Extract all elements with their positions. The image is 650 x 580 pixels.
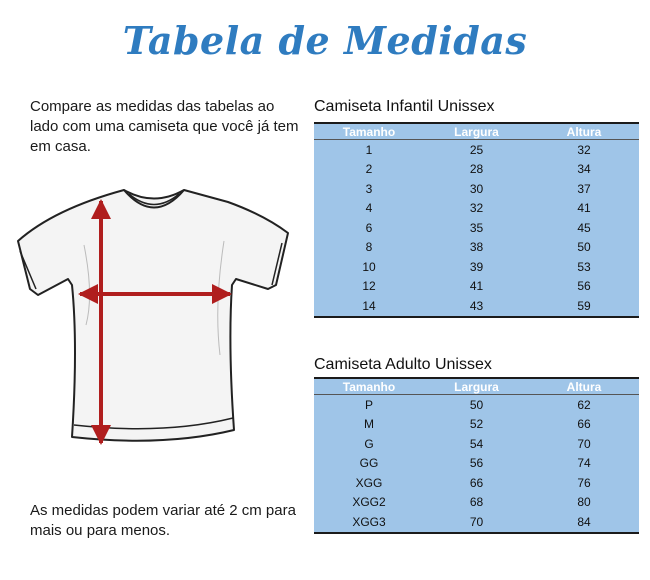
size-cell: 1 [314,140,424,160]
height-cell: 32 [529,140,639,160]
height-cell: 70 [529,434,639,454]
width-cell: 56 [424,454,529,474]
width-cell: 54 [424,434,529,454]
width-cell: 39 [424,257,529,277]
width-cell: 38 [424,238,529,258]
tshirt-illustration [14,185,294,450]
height-cell: 84 [529,512,639,533]
height-cell: 41 [529,199,639,219]
table-header-row [314,378,639,395]
height-cell: 76 [529,473,639,493]
table-row [314,160,639,180]
width-cell: 32 [424,199,529,219]
size-cell: G [314,434,424,454]
table-row [314,395,639,415]
table-row [314,199,639,219]
width-cell: 43 [424,296,529,317]
height-cell: 56 [529,277,639,297]
table-row [314,434,639,454]
table-row [314,454,639,474]
height-cell: 74 [529,454,639,474]
table-row [314,512,639,533]
column-header-size: Tamanho [314,378,424,395]
height-cell: 50 [529,238,639,258]
adult-size-table [314,377,639,534]
width-cell: 25 [424,140,529,160]
size-cell: 2 [314,160,424,180]
height-cell: 53 [529,257,639,277]
width-cell: 52 [424,415,529,435]
size-cell: XGG3 [314,512,424,533]
table-row [314,140,639,160]
width-cell: 41 [424,277,529,297]
size-cell: M [314,415,424,435]
size-cell: P [314,395,424,415]
size-cell: 3 [314,179,424,199]
table-row [314,179,639,199]
table-row [314,493,639,513]
kids-table-title: Camiseta Infantil Unissex [314,98,495,115]
height-cell: 62 [529,395,639,415]
size-cell: 8 [314,238,424,258]
table-row [314,257,639,277]
table-row [314,296,639,317]
column-header-width: Largura [424,123,529,140]
height-cell: 34 [529,160,639,180]
width-cell: 70 [424,512,529,533]
table-row [314,238,639,258]
kids-size-table [314,122,639,318]
height-cell: 37 [529,179,639,199]
column-header-height: Altura [529,123,639,140]
tshirt-outline [18,190,288,441]
size-cell: 12 [314,277,424,297]
size-cell: 4 [314,199,424,219]
width-cell: 30 [424,179,529,199]
table-row [314,277,639,297]
page-title: Tabela de Medidas [122,18,528,63]
width-cell: 28 [424,160,529,180]
size-cell: GG [314,454,424,474]
size-cell: 6 [314,218,424,238]
height-cell: 59 [529,296,639,317]
intro-text: Compare as medidas das tabelas ao lado com uma camiseta que você já tem em casa. [30,98,299,155]
table-header-row [314,123,639,140]
size-cell: 10 [314,257,424,277]
size-cell: XGG [314,473,424,493]
width-cell: 66 [424,473,529,493]
measurement-note: As medidas podem variar até 2 cm para mais ou para menos. [30,502,296,539]
adult-table-title: Camiseta Adulto Unissex [314,356,492,373]
size-cell: XGG2 [314,493,424,513]
table-row [314,473,639,493]
table-row [314,415,639,435]
width-cell: 35 [424,218,529,238]
column-header-height: Altura [529,378,639,395]
height-cell: 45 [529,218,639,238]
width-cell: 68 [424,493,529,513]
column-header-width: Largura [424,378,529,395]
column-header-size: Tamanho [314,123,424,140]
table-row [314,218,639,238]
width-cell: 50 [424,395,529,415]
size-cell: 14 [314,296,424,317]
height-cell: 80 [529,493,639,513]
height-cell: 66 [529,415,639,435]
